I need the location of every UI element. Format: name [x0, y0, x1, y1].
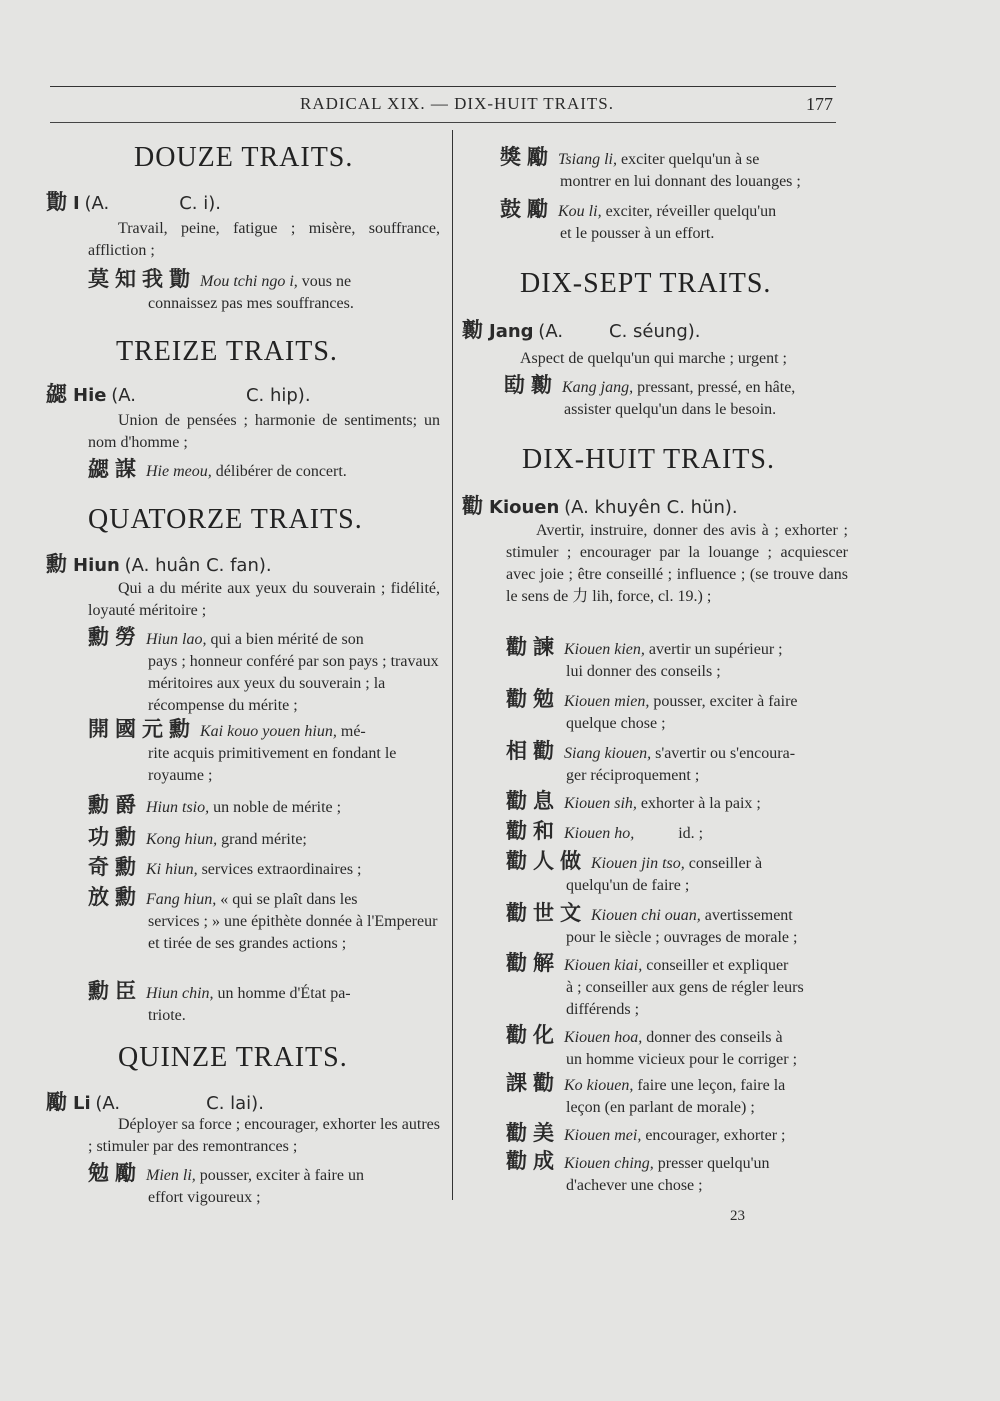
compound-entry: 勸勉 Kiouen mien, pousser, exciter à faire quelque chose ;: [506, 687, 798, 732]
compound-entry: 勸世文 Kiouen chi ouan, avertissement pour le siècle ; ouvrages de morale ;: [506, 901, 798, 946]
compound-entry: 奇勳 Ki hiun, services extraordinaires ;: [88, 855, 362, 879]
signature-mark: 23: [730, 1208, 745, 1224]
compound-entry: 劻勷 Kang jang, pressant, pressé, en hâte, assister quelqu'un dans le besoin.: [504, 373, 796, 418]
compound-entry: 勰謀 Hie meou, délibérer de concert.: [88, 457, 347, 481]
compound-entry: 放勳 Fang hiun, « qui se plaît dans les services ; » une épithète donnée à l'Empereur et tirée de ses grandes actions ;: [88, 885, 438, 952]
head-entry-quinze: 勵 Li (A. C. lai).: [46, 1090, 264, 1114]
compound-entry: 開國元勳 Kai kouo youen hiun, mé- rite acquis primitivement en fondant le royaume ;: [88, 717, 397, 784]
compound-entry: 勸和 Kiouen ho, id. ;: [506, 819, 704, 843]
header-rule: [50, 122, 836, 123]
compound-entry: 勸解 Kiouen kiai, conseiller et expliquer à ; conseiller aux gens de régler leurs différends ;: [506, 951, 804, 1018]
top-rule: [50, 86, 836, 87]
definition-dixhuit: Avertir, instruire, donner des avis à ; exhorter ; stimuler ; encourager par la louange ; acquiescer avec joie ; être conseillé ; influence ; (se trouve dans le sens de 力 lih, force, cl. 19.) ;: [506, 522, 848, 605]
section-title-dixhuit: DIX-HUIT TRAITS.: [522, 444, 775, 475]
head-entry-quatorze: 勳 Hiun (A. huân C. fan).: [46, 552, 272, 576]
page-number: 177: [806, 94, 833, 114]
compound-entry: 勸化 Kiouen hoa, donner des conseils à un homme vicieux pour le corriger ;: [506, 1023, 798, 1068]
compound-entry: 獎勵 Tsiang li, exciter quelqu'un à se montrer en lui donnant des louanges ;: [500, 145, 801, 190]
section-title-dixsept: DIX-SEPT TRAITS.: [520, 268, 772, 299]
section-title-quinze: QUINZE TRAITS.: [118, 1042, 348, 1073]
compound-entry: 功勳 Kong hiun, grand mérite;: [88, 825, 307, 849]
section-title-treize: TREIZE TRAITS.: [116, 336, 338, 367]
compound-entry: 勸成 Kiouen ching, presser quelqu'un d'achever une chose ;: [506, 1149, 770, 1194]
definition-douze: Travail, peine, fatigue ; misère, souffrance, affliction ;: [88, 220, 440, 259]
compound-entry: 勳勞 Hiun lao, qui a bien mérité de son pays ; honneur conféré par son pays ; travaux méritoires aux yeux du souverain ; la récompense du mérite ;: [88, 625, 439, 714]
head-entry-dixhuit: 勸 Kiouen (A. khuyên C. hün).: [462, 494, 738, 518]
column-divider: [452, 130, 453, 1200]
head-entry-treize: 勰 Hie (A. C. hip).: [46, 382, 311, 406]
head-entry-dixsept: 勷 Jang (A. C. séung).: [462, 318, 701, 342]
compound-entry: 課勸 Ko kiouen, faire une leçon, faire la leçon (en parlant de morale) ;: [506, 1071, 786, 1116]
definition-quinze: Déployer sa force ; encourager, exhorter les autres ; stimuler par des remontrances ;: [88, 1116, 440, 1155]
head-entry-douze: 勩 I (A. C. i).: [46, 190, 221, 214]
compound-entry: 勸諫 Kiouen kien, avertir un supérieur ; lui donner des conseils ;: [506, 635, 783, 680]
section-title-douze: DOUZE TRAITS.: [134, 142, 354, 173]
compound-entry: 勳臣 Hiun chin, un homme d'État pa- triote.: [88, 979, 351, 1024]
definition-dixsept: Aspect de quelqu'un qui marche ; urgent ;: [520, 350, 787, 367]
compound-entry: 勸人做 Kiouen jin tso, conseiller à quelqu'un de faire ;: [506, 849, 763, 894]
compound-entry: 勉勵 Mien li, pousser, exciter à faire un effort vigoureux ;: [88, 1161, 364, 1206]
definition-quatorze: Qui a du mérite aux yeux du souverain ; fidélité, loyauté méritoire ;: [88, 580, 440, 619]
compound-entry: 鼓勵 Kou li, exciter, réveiller quelqu'un et le pousser à un effort.: [500, 197, 777, 242]
running-head: RADICAL XIX. — DIX-HUIT TRAITS.: [300, 94, 614, 113]
definition-treize: Union de pensées ; harmonie de sentiments; un nom d'homme ;: [88, 412, 440, 451]
compound-entry: 勸息 Kiouen sih, exhorter à la paix ;: [506, 789, 761, 813]
compound-entry: 相勸 Siang kiouen, s'avertir ou s'encoura- ger réciproquement ;: [506, 739, 796, 784]
compound-entry: 勳爵 Hiun tsio, un noble de mérite ;: [88, 793, 342, 817]
section-title-quatorze: QUATORZE TRAITS.: [88, 504, 363, 535]
compound-entry: 勸美 Kiouen mei, encourager, exhorter ;: [506, 1121, 786, 1145]
compound-entry: 莫知我勩 Mou tchi ngo i, vous ne connaissez pas mes souffrances.: [88, 267, 354, 312]
